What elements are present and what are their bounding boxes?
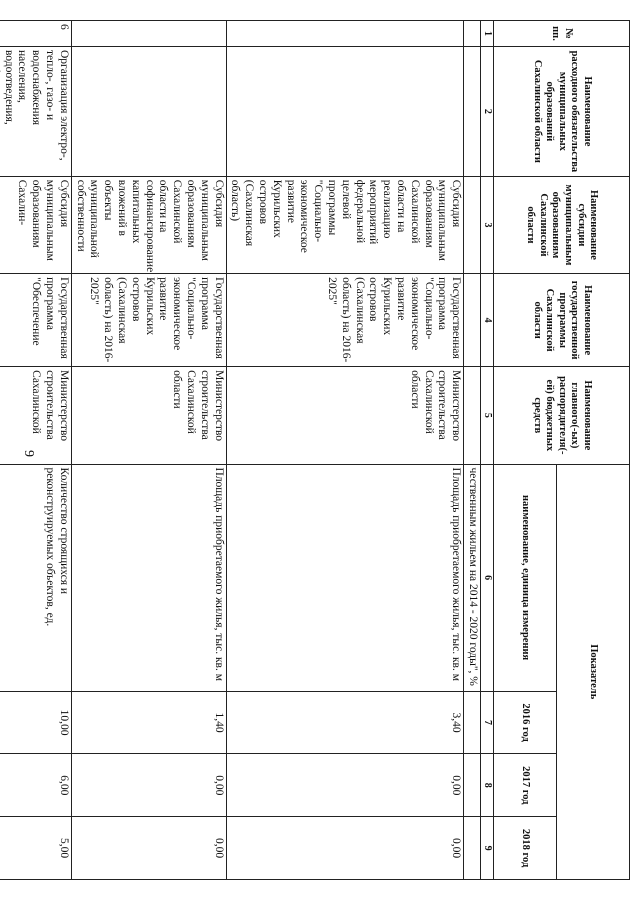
col-index: 8: [481, 754, 494, 817]
document-sheet: [0, 20, 630, 880]
header-no: № пп.: [494, 21, 630, 47]
page-number: 9: [21, 450, 36, 457]
indicators-table: [0, 20, 630, 880]
header-obligation: Наименование расходного обязательства муниципальных образований Сахалинской области: [494, 46, 630, 176]
cell-2017: 0,00: [71, 754, 226, 817]
header-administrator: Наименование главного(-ых) распорядителя(-ей) бюджетных средств: [494, 367, 630, 464]
cell-program: Государственная программа "Обеспечение: [0, 274, 71, 367]
header-2016: 2016 год: [494, 691, 557, 754]
header-row-1: [557, 21, 630, 880]
cell-no: [464, 21, 481, 47]
cell-indicator: Количество строящихся и реконструируемых объектов, ед.: [0, 464, 71, 691]
cell-2016: 1,40: [71, 691, 226, 754]
cell-no: 6: [0, 21, 71, 47]
cell-program: Государственная программа "Социально-экономическое развитие Курильских островов (Сахалинская область) на 2016-2025": [226, 274, 464, 367]
cell-2018: 5,00: [0, 817, 71, 880]
header-subsidy: Наименование субсидии муниципальным образованиям Сахалинской области: [494, 176, 630, 273]
cell-2017: [464, 754, 481, 817]
cell-obligation: [71, 46, 226, 176]
cell-admin: Министерство строительства Сахалинской области: [226, 367, 464, 464]
col-index: 6: [481, 464, 494, 691]
col-index: 7: [481, 691, 494, 754]
table-row: [464, 21, 481, 880]
header-indicator-name: наименование, единица измерения: [494, 464, 557, 691]
cell-obligation: Организация электро-, тепло-, газо- и водоснабжения населения, водоотведения,: [0, 46, 71, 176]
cell-subsidy: [464, 176, 481, 273]
header-program: Наименование государственной программы Сахалинской области: [494, 274, 630, 367]
col-index: 4: [481, 274, 494, 367]
cell-no: [71, 21, 226, 47]
cell-2018: 0,00: [226, 817, 464, 880]
col-index: 1: [481, 21, 494, 47]
col-index: 2: [481, 46, 494, 176]
header-2018: 2018 год: [494, 817, 557, 880]
cell-obligation: [226, 46, 464, 176]
col-index: 3: [481, 176, 494, 273]
col-index: 5: [481, 367, 494, 464]
cell-2018: 0,00: [71, 817, 226, 880]
cell-indicator: Площадь приобретаемого жилья, тыс. кв. м: [71, 464, 226, 691]
cell-admin: [464, 367, 481, 464]
cell-2018: [464, 817, 481, 880]
cell-indicator: Площадь приобретаемого жилья, тыс. кв. м: [226, 464, 464, 691]
cell-obligation: [464, 46, 481, 176]
cell-2016: [464, 691, 481, 754]
column-index-row: [481, 21, 494, 880]
cell-2016: 10,00: [0, 691, 71, 754]
table-row: [226, 21, 464, 880]
cell-no: [226, 21, 464, 47]
cell-admin: Министерство строительства Сахалинской области: [71, 367, 226, 464]
header-2017: 2017 год: [494, 754, 557, 817]
cell-indicator: чественным жильем на 2014 - 2020 годы", %: [464, 464, 481, 691]
col-index: 9: [481, 817, 494, 880]
table-row: [71, 21, 226, 880]
cell-admin: Министерство строительства Сахалинской: [0, 367, 71, 464]
table-row: [0, 21, 71, 880]
cell-subsidy: Субсидия муниципальным образованиям Сахалин-: [0, 176, 71, 273]
cell-2017: 6,00: [0, 754, 71, 817]
header-indicator-group: Показатель: [557, 464, 630, 879]
cell-2017: 0,00: [226, 754, 464, 817]
cell-program: [464, 274, 481, 367]
cell-subsidy: Субсидия муниципальным образованиям Сахалинской области на софинансирование капитальных вложений в объекты муниципальной собственности: [71, 176, 226, 273]
cell-program: Государственная программа "Социально-экономическое развитие Курильских островов (Сахалинская область) на 2016-2025": [71, 274, 226, 367]
cell-2016: 3,40: [226, 691, 464, 754]
cell-subsidy: Субсидия муниципальным образованиям Сахалинской области на реализацию мероприятий федеральной целевой программы "Социально-экономическое развитие Курильских островов (Сахалинская область): [226, 176, 464, 273]
